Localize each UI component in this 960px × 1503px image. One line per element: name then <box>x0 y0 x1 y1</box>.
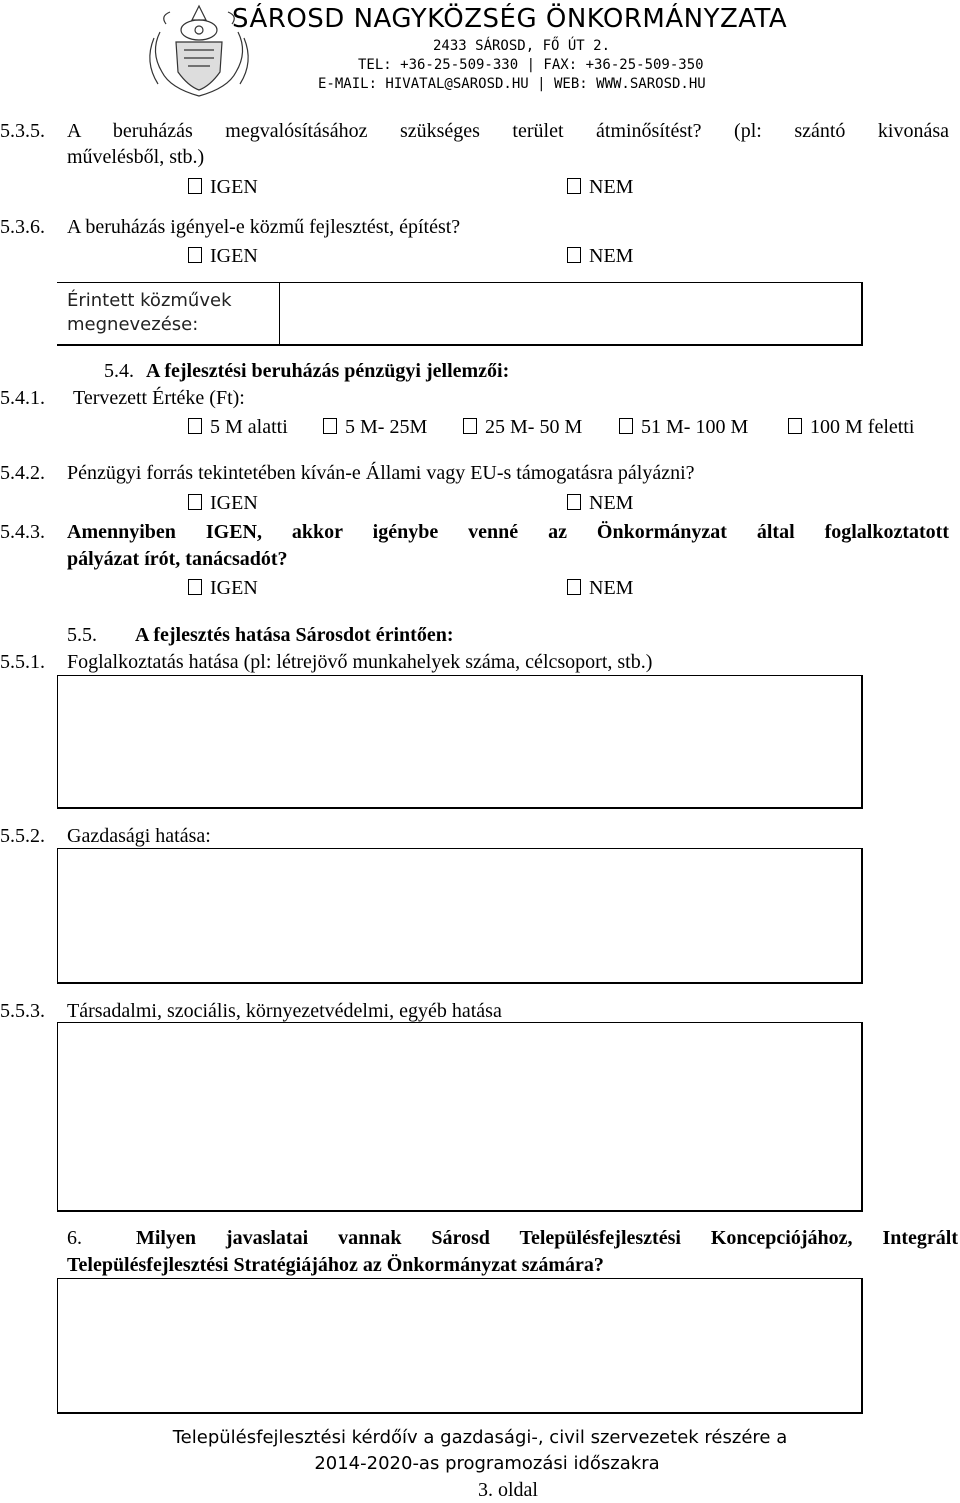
option-label: NEM <box>589 245 634 267</box>
question-text: Társadalmi, szociális, környezetvédelmi, egyéb hatása <box>67 1000 502 1022</box>
question-text-continued: művelésből, stb.) <box>67 146 205 168</box>
question-number: 5.3.6. <box>0 216 45 238</box>
question-number: 5.3.5. <box>0 120 45 142</box>
footer-line2: 2014-2020-as programozási időszakra <box>314 1453 660 1474</box>
section-question-continued: Településfejlesztési Stratégiájához az Önkormányzat számára? <box>67 1254 604 1276</box>
utilities-label <box>67 289 232 337</box>
checkbox-icon <box>567 178 581 194</box>
checkbox-icon <box>188 494 202 510</box>
organization-phone: TEL: +36-25-509-330 | FAX: +36-25-509-350 <box>358 57 704 73</box>
checkbox-icon <box>188 418 202 434</box>
question-number: 5.4.1. <box>0 387 45 409</box>
checkbox-icon <box>188 579 202 595</box>
checkbox-option-yes[interactable] <box>188 492 258 515</box>
checkbox-option-range-1[interactable] <box>188 416 288 439</box>
footer-line1: Településfejlesztési kérdőív a gazdasági-, civil szervezetek részére a <box>172 1427 788 1448</box>
section-number: 6. <box>67 1227 82 1249</box>
option-label: NEM <box>589 176 634 198</box>
option-label: 100 M feletti <box>810 416 915 438</box>
question-text: Foglalkoztatás hatása (pl: létrejövő munkahelyek száma, célcsoport, stb.) <box>67 651 653 673</box>
question-text: Amennyiben IGEN, akkor igénybe venné az Önkormányzat által foglalkoztatott <box>67 521 949 543</box>
option-label: IGEN <box>210 492 258 514</box>
option-label: 25 M- 50 M <box>485 416 583 438</box>
question-text: Tervezett Értéke (Ft): <box>73 387 245 409</box>
question-text: A beruházás megvalósításához szükséges terület átminősítést? (pl: szántó kivonása <box>67 120 949 142</box>
utilities-input-cell[interactable] <box>279 282 863 346</box>
question-text: Pénzügyi forrás tekintetében kíván-e Állami vagy EU-s támogatásra pályázni? <box>67 462 695 484</box>
checkbox-option-yes[interactable] <box>188 577 258 600</box>
checkbox-option-yes[interactable] <box>188 245 258 268</box>
economic-impact-textbox[interactable] <box>57 848 863 984</box>
page-number: 3. oldal <box>478 1479 538 1501</box>
checkbox-option-no[interactable] <box>567 245 633 268</box>
option-label: IGEN <box>210 176 258 198</box>
page-footer <box>0 1425 960 1503</box>
utilities-label-line2: megnevezése: <box>67 314 199 335</box>
organization-address: 2433 SÁROSD, FŐ ÚT 2. <box>433 38 611 54</box>
option-label: 5 M- 25M <box>345 416 428 438</box>
checkbox-icon <box>619 418 633 434</box>
checkbox-icon <box>323 418 337 434</box>
checkbox-icon <box>463 418 477 434</box>
checkbox-option-range-3[interactable] <box>463 416 582 439</box>
option-label: 5 M alatti <box>210 416 288 438</box>
checkbox-icon <box>788 418 802 434</box>
checkbox-option-no[interactable] <box>567 176 633 199</box>
section-number: 5.5. <box>67 624 97 646</box>
checkbox-option-range-5[interactable] <box>788 416 914 439</box>
question-text: A beruházás igényel-e közmű fejlesztést, építést? <box>67 216 461 238</box>
section-heading: A fejlesztés hatása Sárosdot érintően: <box>135 624 454 646</box>
option-label: IGEN <box>210 577 258 599</box>
checkbox-icon <box>188 247 202 263</box>
section-number: 5.4. <box>104 360 134 382</box>
checkbox-option-range-2[interactable] <box>323 416 427 439</box>
checkbox-icon <box>567 494 581 510</box>
utilities-label-line1: Érintett közművek <box>67 290 232 311</box>
section-question: Milyen javaslatai vannak Sárosd Településfejlesztési Koncepciójához, Integrált <box>136 1227 958 1249</box>
checkbox-icon <box>567 247 581 263</box>
question-number: 5.4.2. <box>0 462 45 484</box>
checkbox-option-no[interactable] <box>567 577 633 600</box>
option-label: NEM <box>589 492 634 514</box>
question-text: Gazdasági hatása: <box>67 825 211 847</box>
section-heading: A fejlesztési beruházás pénzügyi jellemzői: <box>146 360 510 382</box>
question-text-continued: pályázat írót, tanácsadót? <box>67 548 288 570</box>
option-label: IGEN <box>210 245 258 267</box>
utilities-table <box>57 282 863 346</box>
question-number: 5.5.3. <box>0 1000 45 1022</box>
question-number: 5.5.2. <box>0 825 45 847</box>
organization-email-web: E-MAIL: HIVATAL@SAROSD.HU | WEB: WWW.SAROSD.HU <box>318 76 706 92</box>
social-impact-textbox[interactable] <box>57 1022 863 1212</box>
organization-title: SÁROSD NAGYKÖZSÉG ÖNKORMÁNYZATA <box>232 4 788 34</box>
checkbox-icon <box>188 178 202 194</box>
checkbox-option-no[interactable] <box>567 492 633 515</box>
employment-impact-textbox[interactable] <box>57 675 863 809</box>
question-number: 5.4.3. <box>0 521 45 543</box>
question-number: 5.5.1. <box>0 651 45 673</box>
checkbox-option-range-4[interactable] <box>619 416 748 439</box>
option-label: 51 M- 100 M <box>641 416 749 438</box>
checkbox-icon <box>567 579 581 595</box>
suggestions-textbox[interactable] <box>57 1278 863 1414</box>
option-label: NEM <box>589 577 634 599</box>
checkbox-option-yes[interactable] <box>188 176 258 199</box>
